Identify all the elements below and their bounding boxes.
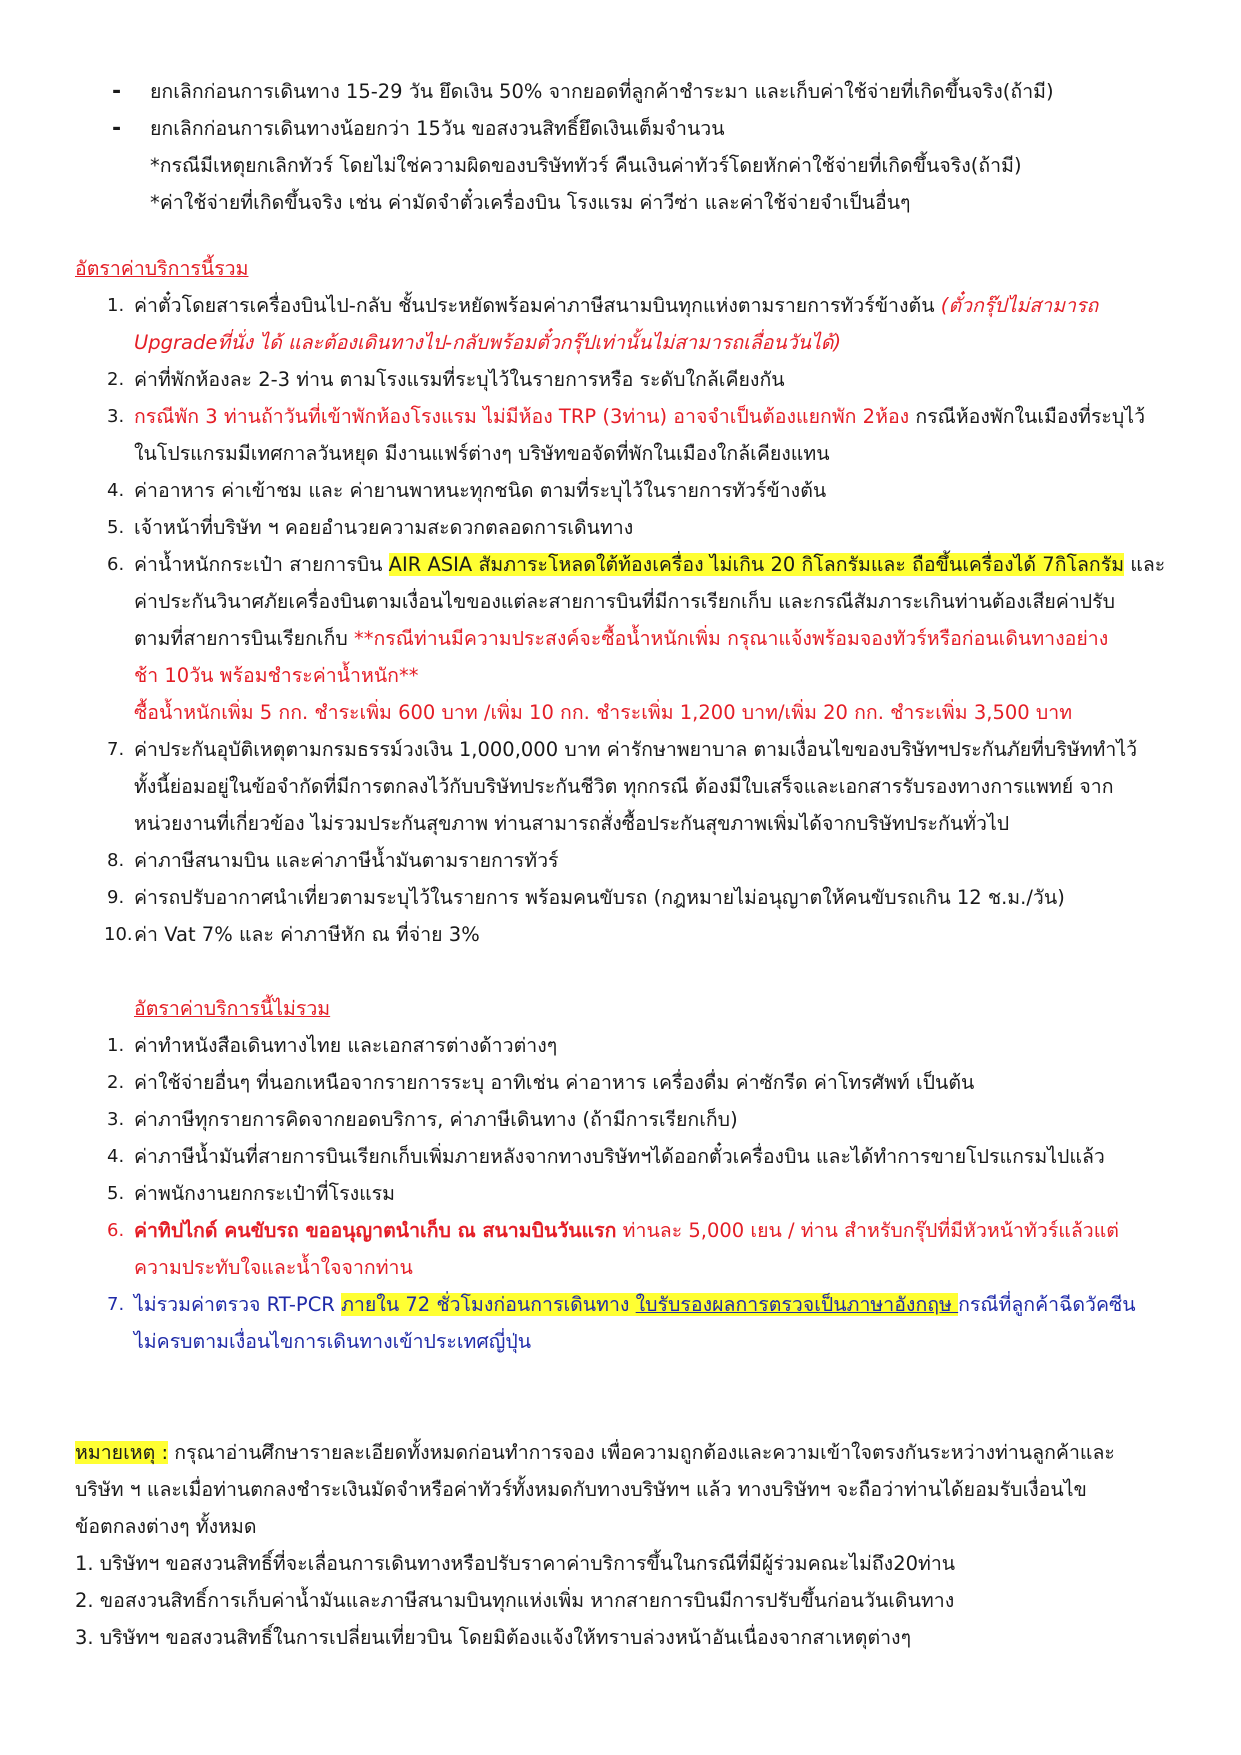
bullet-dash: -	[112, 116, 122, 141]
item-number: 7.	[107, 1294, 125, 1315]
item-number: 2.	[107, 1072, 125, 1093]
item-red-note: **กรณีท่านมีความประสงค์จะซื้อน้ำหนักเพิ่ม กรุณาแจ้งพร้อมจองทัวร์หรือก่อนเดินทางอย่าง	[353, 627, 1109, 650]
cancel-note: *กรณีมีเหตุยกเลิกทัวร์ โดยไม่ใช่ความผิดของบริษัททัวร์ คืนเงินค่าทัวร์โดยหักค่าใช้จ่ายที่เกิดขึ้นจริง(ถ้ามี)	[150, 154, 1022, 177]
item-number: 10.	[104, 924, 133, 945]
remarks-line-3: ข้อตกลงต่างๆ ทั้งหมด	[75, 1515, 257, 1538]
item-number: 1.	[107, 295, 125, 316]
item-number: 5.	[107, 517, 125, 538]
item-text: กรณีห้องพักในเมืองที่ระบุไว้	[909, 405, 1146, 428]
item-continuation: ไม่ครบตามเงื่อนไขการเดินทางเข้าประเทศญี่ปุ่น	[134, 1330, 532, 1353]
item-text: ค่าตั๋วโดยสารเครื่องบินไป-กลับ ชั้นประหยัดพร้อมค่าภาษีสนามบินทุกแห่งตามรายการทัวร์ข้างต้น	[134, 294, 941, 317]
item-text: และ	[1124, 553, 1166, 576]
remarks-item: 2. ขอสงวนสิทธิ์การเก็บค่าน้ำมันและภาษีสนามบินทุกแห่งเพิ่ม หากสายการบินมีการปรับขึ้นก่อนวันเดินทาง	[75, 1589, 955, 1612]
baggage-price: ซื้อน้ำหนักเพิ่ม 5 กก. ชำระเพิ่ม 600 บาท /เพิ่ม 10 กก. ชำระเพิ่ม 1,200 บาท/เพิ่ม 20 กก. ชำระเพิ่ม 3,500 บาท	[134, 701, 1073, 724]
item-red-note: Upgradeที่นั่ง ได้ และต้องเดินทางไป-กลับพร้อมตั๋วกรุ๊ปเท่านั้นไม่สามารถเลื่อนวันได้)	[134, 331, 842, 354]
remarks-text: กรุณาอ่านศึกษารายละเอียดทั้งหมดก่อนทำการจอง เพื่อความถูกต้องและความเข้าใจตรงกันระหว่างท่านลูกค้าและ	[168, 1441, 1115, 1464]
highlighted-text: AIR ASIA สัมภาระโหลดใต้ท้องเครื่อง ไม่เกิน 20 กิโลกรัมและ ถือขึ้นเครื่องได้ 7กิโลกรัม	[388, 553, 1125, 576]
excluded-item-1: ค่าทำหนังสือเดินทางไทย และเอกสารต่างด้าวต่างๆ	[134, 1034, 558, 1057]
item-continuation: ทั้งนี้ย่อมอยู่ในข้อจำกัดที่มีการตกลงไว้กับบริษัทประกันชีวิต ทุกกรณี ต้องมีใบเสร็จและเอกสารรับรองทางการแพทย์ จาก	[134, 775, 1114, 798]
item-number: 4.	[107, 480, 125, 501]
included-item-10: ค่า Vat 7% และ ค่าภาษีหัก ณ ที่จ่าย 3%	[134, 923, 480, 946]
item-number: 7.	[107, 739, 125, 760]
remarks-item: 1. บริษัทฯ ขอสงวนสิทธิ์ที่จะเลื่อนการเดินทางหรือปรับราคาค่าบริการขึ้นในกรณีที่มีผู้ร่วมคณะไม่ถึง20ท่าน	[75, 1552, 956, 1575]
cancel-note: *ค่าใช้จ่ายที่เกิดขึ้นจริง เช่น ค่ามัดจำตั๋วเครื่องบิน โรงแรม ค่าวีซ่า และค่าใช้จ่ายจำเป็นอื่นๆ	[150, 191, 911, 214]
included-item-8: ค่าภาษีสนามบิน และค่าภาษีน้ำมันตามรายการทัวร์	[134, 849, 559, 872]
included-item-3	[134, 403, 1145, 431]
item-number: 8.	[107, 850, 125, 871]
item-continuation: ในโปรแกรมมีเทศกาลวันหยุด มีงานแฟร์ต่างๆ บริษัทขอจัดที่พักในเมืองใกล้เคียงแทน	[134, 442, 830, 465]
remarks-line-2: บริษัท ฯ และเมื่อท่านตกลงชำระเงินมัดจำหรือค่าทัวร์ทั้งหมดกับทางบริษัทฯ แล้ว ทางบริษัทฯ จะถือว่าท่านได้ยอมรับเงื่อนไข	[75, 1478, 1087, 1501]
excluded-item-5: ค่าพนักงานยกกระเป๋าที่โรงแรม	[134, 1182, 395, 1205]
item-red-note: กรณีพัก 3 ท่านถ้าวันที่เข้าพักห้องโรงแรม ไม่มีห้อง TRP (3ท่าน) อาจจำเป็นต้องแยกพัก 2ห้อง	[134, 405, 910, 428]
tip-note-bold: ค่าทิปไกด์ คนขับรถ ขออนุญาตนำเก็บ ณ สนามบินวันแรก	[134, 1219, 617, 1242]
included-heading: อัตราค่าบริการนี้รวม	[75, 257, 249, 280]
item-text: ค่าน้ำหนักกระเป๋า สายการบิน	[134, 553, 389, 576]
cancel-item: ยกเลิกก่อนการเดินทางน้อยกว่า 15วัน ขอสงวนสิทธิ์ยึดเงินเต็มจำนวน	[150, 117, 725, 140]
item-number: 1.	[107, 1035, 125, 1056]
item-number: 3.	[107, 1109, 125, 1130]
item-number: 3.	[107, 406, 125, 427]
item-continuation: ค่าประกันวินาศภัยเครื่องบินตามเงื่อนไขของแต่ละสายการบินที่มีการเรียกเก็บ และกรณีสัมภาระเกินท่านต้องเสียค่าปรับ	[134, 590, 1116, 613]
included-item-1	[134, 292, 1098, 320]
remarks-label: หมายเหตุ :	[75, 1441, 169, 1464]
included-item-4: ค่าอาหาร ค่าเข้าชม และ ค่ายานพาหนะทุกชนิด ตามที่ระบุไว้ในรายการทัวร์ข้างต้น	[134, 479, 827, 502]
excluded-item-4: ค่าภาษีน้ำมันที่สายการบินเรียกเก็บเพิ่มภายหลังจากทางบริษัทฯได้ออกตั๋วเครื่องบิน และได้ทำการขายโปรแกรมไปแล้ว	[134, 1145, 1105, 1168]
item-continuation: หน่วยงานที่เกี่ยวข้อง ไม่รวมประกันสุขภาพ ท่านสามารถสั่งซื้อประกันสุขภาพเพิ่มได้จากบริษัทประกันทั่วไป	[134, 812, 1010, 835]
item-text: ไม่รวมค่าตรวจ RT-PCR	[134, 1293, 342, 1316]
item-red-note: ช้า 10วัน พร้อมชำระค่าน้ำหนัก**	[134, 664, 419, 687]
item-number: 2.	[107, 369, 125, 390]
item-text: ตามที่สายการบินเรียกเก็บ	[134, 627, 354, 650]
included-item-7: ค่าประกันอุบัติเหตุตามกรมธรรม์วงเงิน 1,000,000 บาท ค่ารักษาพยาบาล ตามเงื่อนไขของบริษัทฯประกันภัยที่บริษัททำไว้	[134, 738, 1138, 761]
item-continuation: ความประทับใจและน้ำใจจากท่าน	[134, 1256, 413, 1279]
included-item-6	[134, 551, 1165, 579]
cancel-item: ยกเลิกก่อนการเดินทาง 15-29 วัน ยึดเงิน 50% จากยอดที่ลูกค้าชำระมา และเก็บค่าใช้จ่ายที่เกิดขึ้นจริง(ถ้ามี)	[150, 80, 1054, 103]
item-text: กรณีที่ลูกค้าฉีดวัคซีน	[958, 1293, 1136, 1316]
excluded-item-2: ค่าใช้จ่ายอื่นๆ ที่นอกเหนือจากรายการระบุ อาทิเช่น ค่าอาหาร เครื่องดื่ม ค่าซักรีด ค่าโทรศัพท์ เป็นต้น	[134, 1071, 975, 1094]
item-red-note: (ตั๋วกรุ๊ปไม่สามารถ	[940, 294, 1099, 317]
bullet-dash: -	[112, 79, 122, 104]
included-item-2: ค่าที่พักห้องละ 2-3 ท่าน ตามโรงแรมที่ระบุไว้ในรายการหรือ ระดับใกล้เคียงกัน	[134, 368, 785, 391]
item-number: 5.	[107, 1183, 125, 1204]
highlighted-text: ภายใน 72 ชั่วโมงก่อนการเดินทาง	[341, 1293, 636, 1316]
included-item-5: เจ้าหน้าที่บริษัท ฯ คอยอำนวยความสะดวกตลอดการเดินทาง	[134, 516, 634, 539]
item-number: 9.	[107, 887, 125, 908]
item-text: ท่านละ 5,000 เยน / ท่าน สำหรับกรุ๊ปที่มีหัวหน้าทัวร์แล้วแต่	[616, 1219, 1119, 1242]
excluded-item-6	[134, 1217, 1119, 1245]
included-item-9: ค่ารถปรับอากาศนำเที่ยวตามระบุไว้ในรายการ พร้อมคนขับรถ (กฎหมายไม่อนุญาตให้คนขับรถเกิน 12 ช.ม./วัน)	[134, 886, 1065, 909]
remarks-item: 3. บริษัทฯ ขอสงวนสิทธิ์ในการเปลี่ยนเที่ยวบิน โดยมิต้องแจ้งให้ทราบล่วงหน้าอันเนื่องจากสาเหตุต่างๆ	[75, 1626, 912, 1649]
excluded-item-7	[134, 1291, 1136, 1319]
item-continuation	[134, 625, 1108, 653]
item-number: 6.	[107, 1220, 125, 1241]
excluded-item-3: ค่าภาษีทุกรายการคิดจากยอดบริการ, ค่าภาษีเดินทาง (ถ้ามีการเรียกเก็บ)	[134, 1108, 738, 1131]
item-number: 4.	[107, 1146, 125, 1167]
highlighted-underlined-text: ใบรับรองผลการตรวจเป็นภาษาอังกฤษ	[635, 1293, 959, 1316]
item-number: 6.	[107, 554, 125, 575]
remarks-line-1	[75, 1439, 1115, 1467]
excluded-heading: อัตราค่าบริการนี้ไม่รวม	[134, 997, 331, 1020]
